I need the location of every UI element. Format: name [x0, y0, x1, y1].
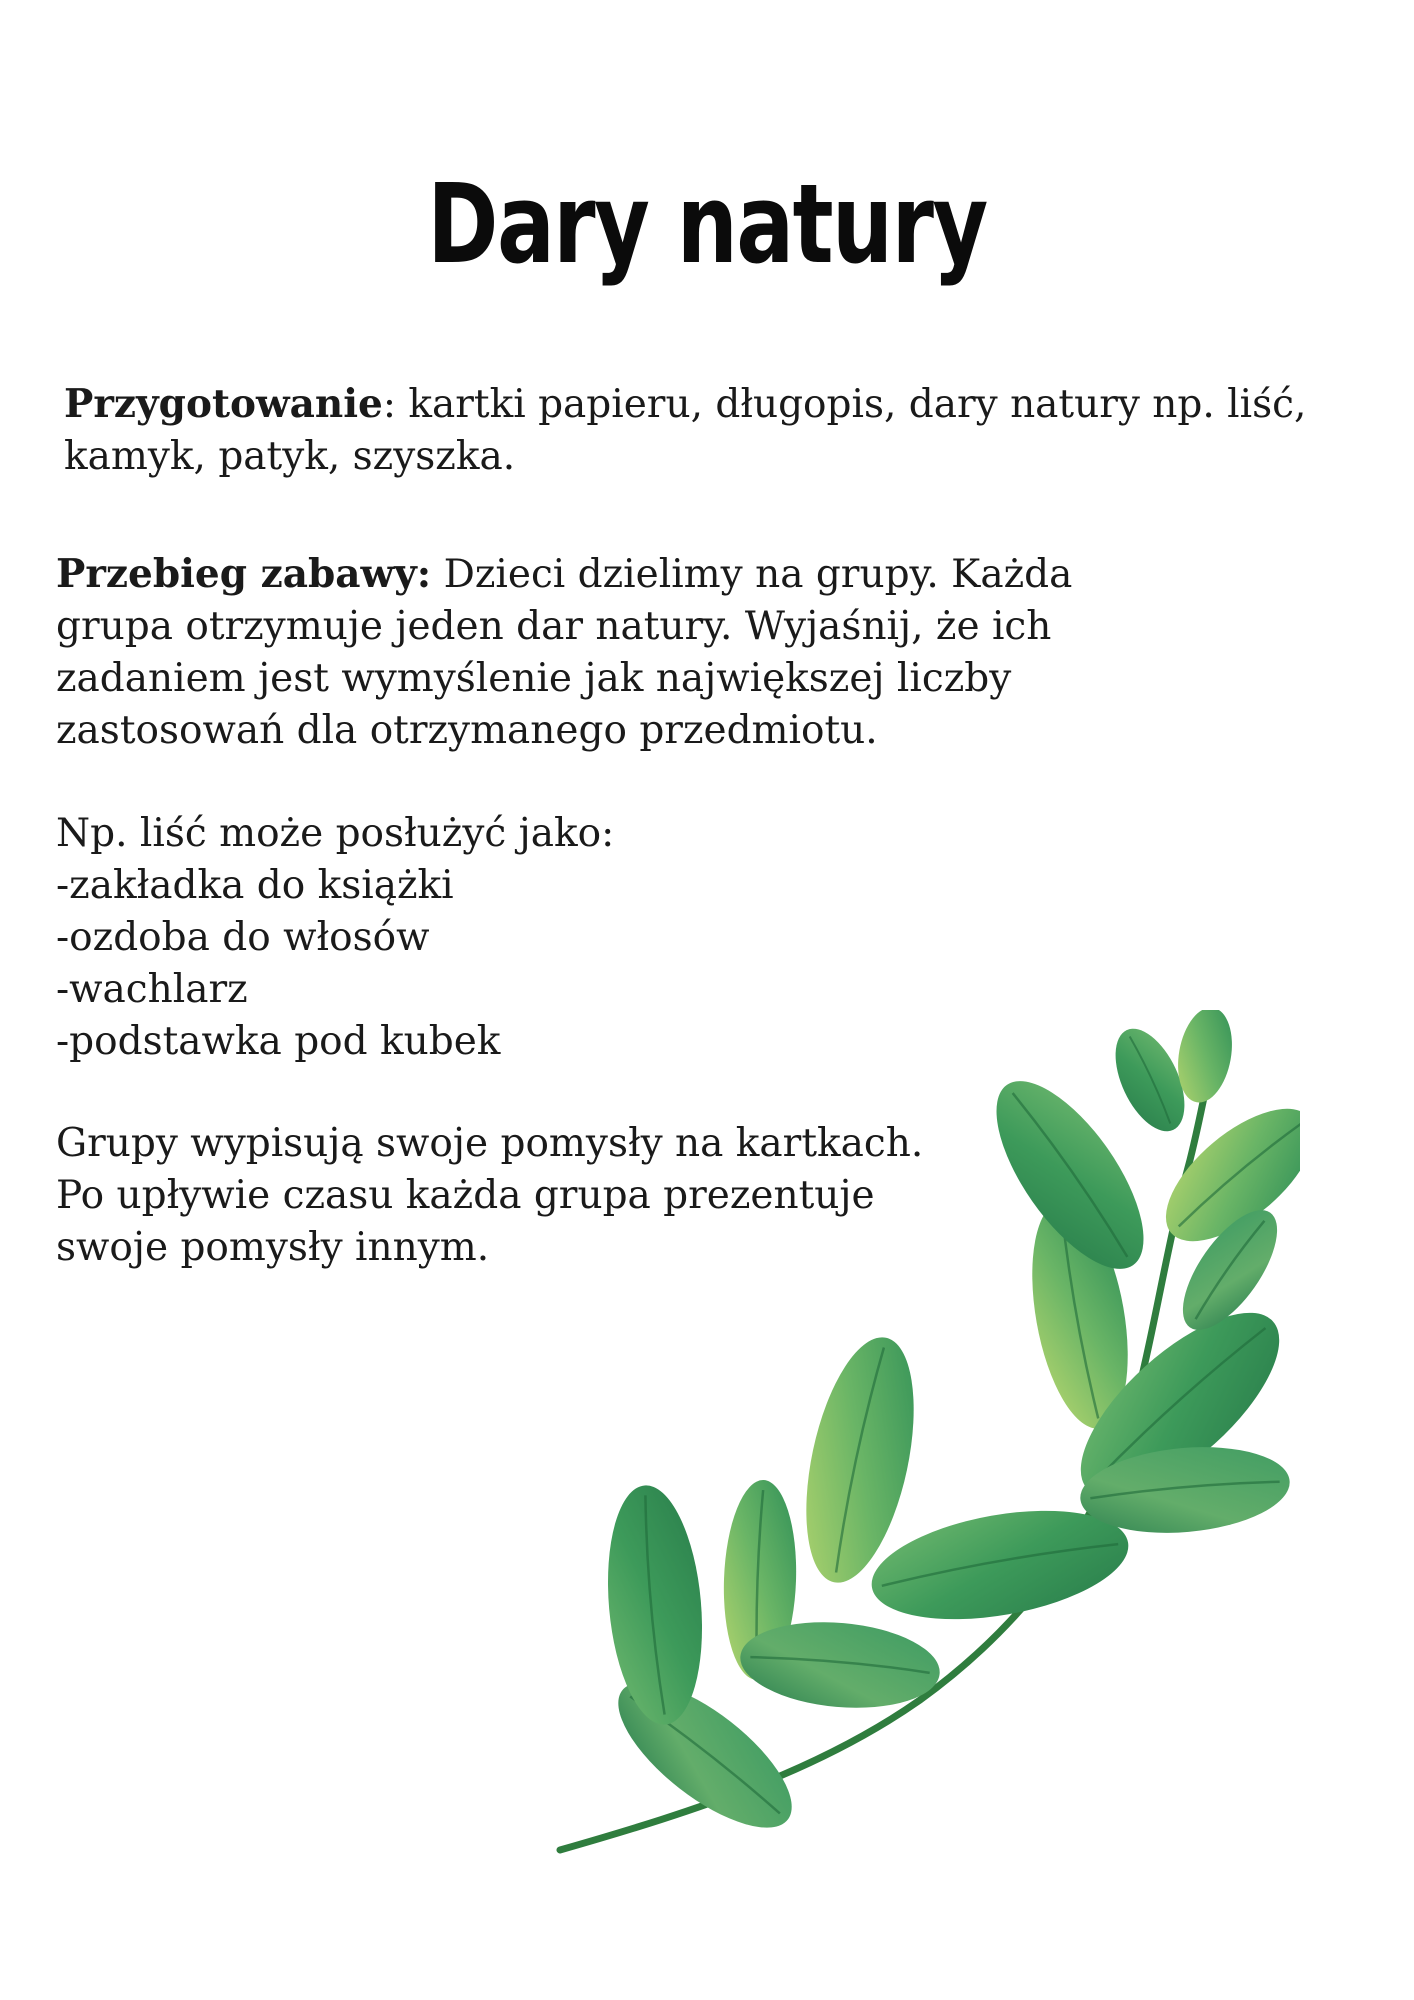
- activity-line: zastosowań dla otrzymanego przedmiotu.: [56, 708, 878, 753]
- preparation-paragraph: [64, 378, 1324, 483]
- page-title: Dary natury: [427, 160, 987, 288]
- activity-label: Przebieg zabawy:: [56, 551, 432, 597]
- preparation-label: Przygotowanie: [64, 381, 383, 427]
- summary-line: Po upływie czasu każda grupa prezentuje: [56, 1173, 875, 1218]
- activity-line-text: Dzieci dzielimy na grupy. Każda: [431, 552, 1073, 597]
- example-item: -zakładka do książki: [56, 863, 454, 908]
- activity-paragraph: [56, 548, 1096, 757]
- leaf: [599, 1481, 712, 1728]
- example-item: -podstawka pod kubek: [56, 1019, 501, 1064]
- summary-line: Grupy wypisują swoje pomysły na kartkach.: [56, 1121, 924, 1166]
- example-item: -wachlarz: [56, 967, 248, 1012]
- summary-line: swoje pomysły innym.: [56, 1225, 490, 1270]
- activity-line: grupa otrzymuje jeden dar natury. Wyjaśnij, że ich: [56, 604, 1052, 649]
- preparation-text: : kartki papieru, długopis, dary natury np. liść, kamyk, patyk, szyszka.: [64, 382, 1307, 479]
- activity-line: [56, 548, 1096, 601]
- example-item: -ozdoba do włosów: [56, 915, 430, 960]
- leaf-branch-icon: [540, 1010, 1300, 1890]
- example-intro: Np. liść może posłużyć jako:: [56, 811, 615, 856]
- activity-line: zadaniem jest wymyślenie jak największej liczby: [56, 656, 1012, 701]
